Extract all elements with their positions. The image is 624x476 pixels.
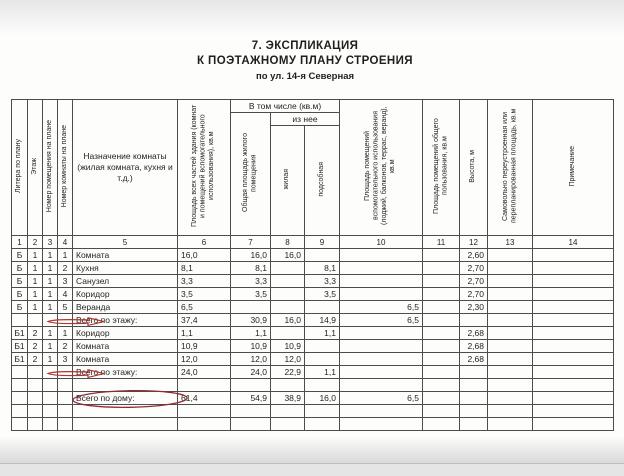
cell-col11 — [423, 327, 460, 340]
cell-col3 — [43, 418, 58, 431]
table-row — [12, 353, 614, 366]
cell-col9: 1,1 — [305, 366, 340, 379]
title-line-1: 7. ЭКСПЛИКАЦИЯ — [251, 40, 359, 52]
column-number-13: 13 — [488, 236, 533, 249]
cell-col9: 3,5 — [305, 288, 340, 301]
cell-col9: 3,3 — [305, 275, 340, 288]
cell-col6: 12,0 — [178, 353, 231, 366]
column-number-14: 14 — [533, 236, 614, 249]
cell-col6 — [178, 405, 231, 418]
cell-col8 — [271, 405, 305, 418]
table-row — [12, 249, 614, 262]
cell-col6 — [178, 418, 231, 431]
cell-col13 — [488, 418, 533, 431]
cell-col6: 3,3 — [178, 275, 231, 288]
cell-col14 — [533, 418, 614, 431]
column-number-6: 6 — [178, 236, 231, 249]
cell-col8 — [271, 288, 305, 301]
cell-col12: 2,70 — [460, 262, 488, 275]
cell-col10 — [340, 379, 423, 392]
header-living-space-total: Общая площадь жилого помещения — [231, 113, 271, 236]
cell-col3 — [43, 366, 58, 379]
cell-col7: 54,9 — [231, 392, 271, 405]
header-naznachenie: Назначение комнаты (жилая комната, кухня и т.д.) — [73, 100, 178, 236]
header-litera: Литера по плану — [12, 100, 28, 236]
cell-col11 — [423, 405, 460, 418]
cell-col7 — [231, 405, 271, 418]
cell-col8: 16,0 — [271, 314, 305, 327]
cell-col5: Всего по этажу: — [73, 366, 178, 379]
cell-col1: Б1 — [12, 340, 28, 353]
cell-col2: 1 — [28, 249, 43, 262]
cell-col14 — [533, 262, 614, 275]
cell-col9 — [305, 353, 340, 366]
cell-col7 — [231, 418, 271, 431]
cell-col7: 3,5 — [231, 288, 271, 301]
table-row — [12, 288, 614, 301]
cell-col2 — [28, 418, 43, 431]
table-row — [12, 379, 614, 392]
cell-col12: 2,68 — [460, 340, 488, 353]
cell-col10 — [340, 405, 423, 418]
cell-col2 — [28, 379, 43, 392]
cell-col7: 12,0 — [231, 353, 271, 366]
cell-col1: Б — [12, 249, 28, 262]
cell-col6: 24,0 — [178, 366, 231, 379]
column-number-5: 5 — [73, 236, 178, 249]
cell-col3 — [43, 379, 58, 392]
cell-col5 — [73, 379, 178, 392]
cell-col2: 2 — [28, 353, 43, 366]
column-number-row — [12, 236, 614, 249]
cell-col13 — [488, 353, 533, 366]
cell-col13 — [488, 249, 533, 262]
cell-col14 — [533, 392, 614, 405]
cell-col10 — [340, 366, 423, 379]
cell-col13 — [488, 366, 533, 379]
cell-col2: 2 — [28, 327, 43, 340]
cell-col1: Б1 — [12, 353, 28, 366]
column-number-11: 11 — [423, 236, 460, 249]
cell-col9: 1,1 — [305, 327, 340, 340]
cell-col3: 1 — [43, 262, 58, 275]
cell-col11 — [423, 301, 460, 314]
cell-col3: 1 — [43, 340, 58, 353]
cell-col9: 8,1 — [305, 262, 340, 275]
cell-col10 — [340, 262, 423, 275]
cell-col2: 1 — [28, 288, 43, 301]
cell-col8: 16,0 — [271, 249, 305, 262]
cell-col2 — [28, 366, 43, 379]
header-podsobnaya: подсобная — [305, 126, 340, 236]
cell-col6: 10,9 — [178, 340, 231, 353]
cell-col5: Комната — [73, 249, 178, 262]
cell-col4 — [58, 366, 73, 379]
cell-col7: 1,1 — [231, 327, 271, 340]
header-komnata-number-plan: Номер комнаты на плане — [58, 100, 73, 236]
cell-col5: Комната — [73, 340, 178, 353]
cell-col4: 1 — [58, 327, 73, 340]
header-room-number-plan: Номер помещения на плане — [43, 100, 58, 236]
cell-col7: 30,9 — [231, 314, 271, 327]
cell-col11 — [423, 392, 460, 405]
cell-col4: 3 — [58, 275, 73, 288]
cell-col13 — [488, 405, 533, 418]
cell-col12: 2,70 — [460, 275, 488, 288]
cell-col7: 3,3 — [231, 275, 271, 288]
cell-col5 — [73, 405, 178, 418]
cell-col14 — [533, 405, 614, 418]
table-body — [12, 249, 614, 431]
column-number-8: 8 — [271, 236, 305, 249]
cell-col3 — [43, 314, 58, 327]
cell-col12: 2,60 — [460, 249, 488, 262]
cell-col6: 8,1 — [178, 262, 231, 275]
cell-col10 — [340, 275, 423, 288]
cell-col10 — [340, 418, 423, 431]
cell-col10 — [340, 353, 423, 366]
cell-col11 — [423, 262, 460, 275]
cell-col5: Веранда — [73, 301, 178, 314]
header-zhilaya: жилая — [271, 126, 305, 236]
cell-col5: Всего по этажу: — [73, 314, 178, 327]
cell-col3: 1 — [43, 353, 58, 366]
cell-col7: 24,0 — [231, 366, 271, 379]
table-row — [12, 275, 614, 288]
cell-col2: 1 — [28, 301, 43, 314]
cell-col9 — [305, 340, 340, 353]
table-row — [12, 327, 614, 340]
cell-col8 — [271, 301, 305, 314]
column-number-12: 12 — [460, 236, 488, 249]
cell-col7: 16,0 — [231, 249, 271, 262]
cell-col1 — [12, 314, 28, 327]
cell-col5: Санузел — [73, 275, 178, 288]
cell-col4 — [58, 314, 73, 327]
table-header — [12, 100, 614, 249]
cell-col8 — [271, 262, 305, 275]
cell-col13 — [488, 275, 533, 288]
cell-col13 — [488, 392, 533, 405]
cell-col2 — [28, 392, 43, 405]
cell-col10 — [340, 340, 423, 353]
table-row — [12, 392, 614, 405]
cell-col6 — [178, 379, 231, 392]
table-row — [12, 314, 614, 327]
cell-col4 — [58, 418, 73, 431]
cell-col12: 2,30 — [460, 301, 488, 314]
cell-col13 — [488, 340, 533, 353]
cell-col6: 6,5 — [178, 301, 231, 314]
cell-col9 — [305, 418, 340, 431]
cell-col5: Комната — [73, 353, 178, 366]
cell-col4: 5 — [58, 301, 73, 314]
cell-col13 — [488, 288, 533, 301]
cell-col5: Коридор — [73, 288, 178, 301]
cell-col3 — [43, 405, 58, 418]
cell-col14 — [533, 301, 614, 314]
cell-col5: Всего по дому: — [73, 392, 178, 405]
cell-col1: Б — [12, 301, 28, 314]
cell-col1 — [12, 392, 28, 405]
cell-col12: 2,68 — [460, 353, 488, 366]
cell-col8 — [271, 327, 305, 340]
table-row — [12, 301, 614, 314]
photo-bottom-edge — [0, 437, 624, 476]
cell-col8: 10,9 — [271, 340, 305, 353]
column-number-4: 4 — [58, 236, 73, 249]
cell-col8: 22,9 — [271, 366, 305, 379]
header-height: Высота, м — [460, 100, 488, 236]
cell-col12 — [460, 418, 488, 431]
cell-col1 — [12, 418, 28, 431]
cell-col2 — [28, 405, 43, 418]
cell-col1: Б1 — [12, 327, 28, 340]
column-number-3: 3 — [43, 236, 58, 249]
cell-col11 — [423, 340, 460, 353]
cell-col5 — [73, 418, 178, 431]
cell-col5: Коридор — [73, 327, 178, 340]
cell-col3: 1 — [43, 301, 58, 314]
cell-col6: 16,0 — [178, 249, 231, 262]
cell-col1 — [12, 405, 28, 418]
cell-col9 — [305, 379, 340, 392]
cell-col4 — [58, 392, 73, 405]
table-row — [12, 262, 614, 275]
header-total-area: Площадь всех частей здания (комнат и помещений вспомогательного использования), кв.м — [178, 100, 231, 236]
cell-col8: 12,0 — [271, 353, 305, 366]
cell-col2: 1 — [28, 262, 43, 275]
cell-col1: Б — [12, 288, 28, 301]
cell-col12: 2,70 — [460, 288, 488, 301]
cell-col8 — [271, 418, 305, 431]
column-number-1: 1 — [12, 236, 28, 249]
header-unauthorized-area: Самовольно переустроенная или перепланированная площадь, кв.м — [488, 100, 533, 236]
document-header — [0, 40, 610, 82]
cell-col12 — [460, 405, 488, 418]
cell-col7: 8,1 — [231, 262, 271, 275]
cell-col14 — [533, 314, 614, 327]
cell-col11 — [423, 379, 460, 392]
cell-col4: 1 — [58, 249, 73, 262]
cell-col3 — [43, 392, 58, 405]
cell-col14 — [533, 288, 614, 301]
header-common-area: Площадь помещений общего пользования, кв.м — [423, 100, 460, 236]
cell-col3: 1 — [43, 288, 58, 301]
cell-col1: Б — [12, 275, 28, 288]
cell-col10 — [340, 249, 423, 262]
header-aux-area: Площадь помещений вспомогательного использования (лоджий, балконов, террас, веранд), кв.м — [340, 100, 423, 236]
cell-col10 — [340, 327, 423, 340]
cell-col9 — [305, 301, 340, 314]
cell-col2 — [28, 314, 43, 327]
title-line-2: К ПОЭТАЖНОМУ ПЛАНУ СТРОЕНИЯ — [197, 55, 413, 67]
cell-col8: 38,9 — [271, 392, 305, 405]
cell-col1 — [12, 379, 28, 392]
cell-col14 — [533, 340, 614, 353]
cell-col8 — [271, 379, 305, 392]
cell-col4: 2 — [58, 340, 73, 353]
cell-col10: 6,5 — [340, 314, 423, 327]
cell-col2: 1 — [28, 275, 43, 288]
column-number-9: 9 — [305, 236, 340, 249]
cell-col14 — [533, 275, 614, 288]
cell-col6: 61,4 — [178, 392, 231, 405]
explication-table — [11, 99, 614, 431]
cell-col1: Б — [12, 262, 28, 275]
header-etazh: Этаж — [28, 100, 43, 236]
cell-col13 — [488, 262, 533, 275]
cell-col11 — [423, 249, 460, 262]
cell-col7 — [231, 301, 271, 314]
cell-col6: 3,5 — [178, 288, 231, 301]
header-group-iz-nee: из нее — [271, 113, 340, 126]
cell-col12: 2,68 — [460, 327, 488, 340]
cell-col14 — [533, 366, 614, 379]
cell-col14 — [533, 353, 614, 366]
cell-col12 — [460, 379, 488, 392]
header-group-including: В том числе (кв.м) — [231, 100, 340, 113]
cell-col9: 14,9 — [305, 314, 340, 327]
cell-col4 — [58, 405, 73, 418]
cell-col2: 2 — [28, 340, 43, 353]
cell-col3: 1 — [43, 327, 58, 340]
cell-col9 — [305, 249, 340, 262]
header-note: Примечание — [533, 100, 614, 236]
cell-col9: 16,0 — [305, 392, 340, 405]
cell-col11 — [423, 418, 460, 431]
cell-col6: 1,1 — [178, 327, 231, 340]
column-number-10: 10 — [340, 236, 423, 249]
cell-col13 — [488, 379, 533, 392]
table-row — [12, 418, 614, 431]
cell-col11 — [423, 366, 460, 379]
cell-col1 — [12, 366, 28, 379]
cell-col12 — [460, 366, 488, 379]
cell-col4: 4 — [58, 288, 73, 301]
cell-col10: 6,5 — [340, 392, 423, 405]
cell-col3: 1 — [43, 275, 58, 288]
cell-col14 — [533, 379, 614, 392]
cell-col12 — [460, 314, 488, 327]
column-number-7: 7 — [231, 236, 271, 249]
cell-col7 — [231, 379, 271, 392]
cell-col11 — [423, 288, 460, 301]
table-row — [12, 340, 614, 353]
cell-col11 — [423, 275, 460, 288]
cell-col11 — [423, 314, 460, 327]
cell-col13 — [488, 314, 533, 327]
cell-col10 — [340, 288, 423, 301]
cell-col4: 3 — [58, 353, 73, 366]
cell-col3: 1 — [43, 249, 58, 262]
cell-col5: Кухня — [73, 262, 178, 275]
column-number-2: 2 — [28, 236, 43, 249]
cell-col12 — [460, 392, 488, 405]
cell-col13 — [488, 327, 533, 340]
cell-col11 — [423, 353, 460, 366]
cell-col14 — [533, 327, 614, 340]
cell-col6: 37,4 — [178, 314, 231, 327]
cell-col13 — [488, 301, 533, 314]
table-row — [12, 366, 614, 379]
cell-col14 — [533, 249, 614, 262]
cell-col10: 6,5 — [340, 301, 423, 314]
cell-col4 — [58, 379, 73, 392]
table-row — [12, 405, 614, 418]
cell-col4: 2 — [58, 262, 73, 275]
cell-col9 — [305, 405, 340, 418]
cell-col8 — [271, 275, 305, 288]
cell-col7: 10,9 — [231, 340, 271, 353]
subtitle-street: по ул. 14-я Северная — [255, 71, 355, 82]
photo-top-edge — [0, 0, 624, 36]
